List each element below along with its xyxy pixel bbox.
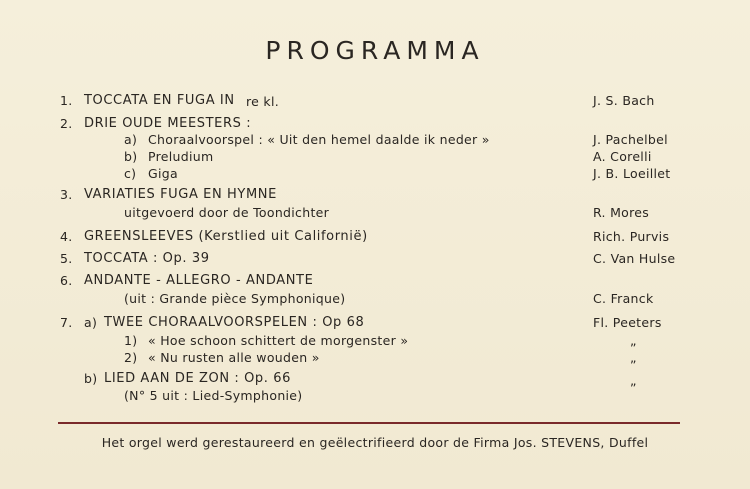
item-7a-label: a) [84, 315, 98, 330]
item-5-composer: C. Van Hulse [593, 251, 676, 266]
footer-note: Het orgel werd gerestaureerd en geëlectrifieerd door de Firma Jos. STEVENS, Duffel [101, 435, 649, 450]
item-7b-title: LIED AAN DE ZON : Op. 66 [104, 371, 291, 386]
item-2b-text: Preludium [148, 149, 214, 164]
item-4-number: 4. [60, 229, 73, 244]
item-7b-detail: (N° 5 uit : Lied-Symphonie) [124, 388, 303, 403]
item-2c-composer: J. B. Loeillet [593, 166, 671, 181]
item-2-number: 2. [60, 116, 73, 131]
item-1-composer: J. S. Bach [593, 93, 655, 108]
item-7b-label: b) [84, 371, 98, 386]
item-7a2-text: « Nu rusten alle wouden » [148, 350, 320, 365]
item-7b-composer: „ [630, 373, 637, 388]
item-3-composer: R. Mores [593, 205, 650, 220]
item-2c-label: c) [124, 166, 137, 181]
item-2-title: DRIE OUDE MEESTERS : [84, 116, 252, 131]
item-1-suffix: re kl. [246, 94, 280, 109]
item-7-number: 7. [60, 315, 73, 330]
item-6-number: 6. [60, 273, 73, 288]
item-3-detail: uitgevoerd door de Toondichter [124, 205, 330, 220]
item-1-title: TOCCATA EN FUGA IN [84, 93, 235, 108]
item-5-number: 5. [60, 251, 73, 266]
item-3-title: VARIATIES FUGA EN HYMNE [84, 187, 277, 202]
item-7a-composer: Fl. Peeters [593, 315, 662, 330]
item-6-title: ANDANTE - ALLEGRO - ANDANTE [84, 273, 314, 288]
item-7a1-label: 1) [124, 333, 138, 348]
item-6-detail: (uit : Grande pièce Symphonique) [124, 291, 346, 306]
item-3-number: 3. [60, 187, 73, 202]
item-2b-label: b) [124, 149, 138, 164]
item-7a1-text: « Hoe schoon schittert de morgenster » [148, 333, 409, 348]
item-6-composer: C. Franck [593, 291, 654, 306]
item-2c-text: Giga [148, 166, 178, 181]
item-7a-title: TWEE CHORAALVOORSPELEN : Op 68 [104, 315, 365, 330]
item-7a2-composer: „ [630, 350, 637, 365]
item-1-number: 1. [60, 93, 73, 108]
item-5-title: TOCCATA : Op. 39 [84, 251, 210, 266]
item-7a1-composer: „ [630, 333, 637, 348]
item-2a-label: a) [124, 132, 138, 147]
item-4-composer: Rich. Purvis [593, 229, 670, 244]
page-title: PROGRAMMA [265, 36, 485, 65]
item-2a-text: Choraalvoorspel : « Uit den hemel daalde ik neder » [148, 132, 490, 147]
item-2a-composer: J. Pachelbel [593, 132, 668, 147]
divider-rule [58, 422, 680, 424]
item-2b-composer: A. Corelli [593, 149, 652, 164]
item-7a2-label: 2) [124, 350, 138, 365]
item-4-title: GREENSLEEVES (Kerstlied uit Californië) [84, 229, 368, 244]
